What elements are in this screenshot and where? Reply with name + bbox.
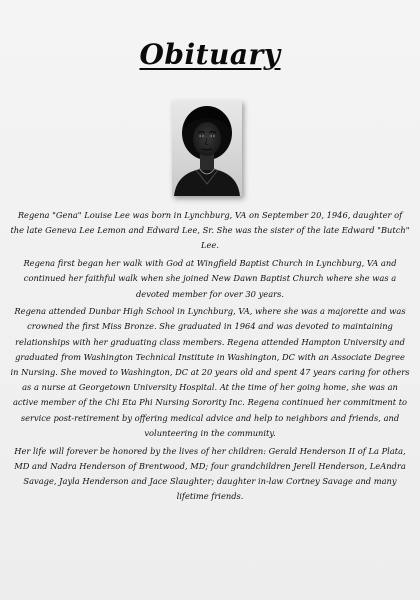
paragraph-family: Her life will forever be honored by the lives of her children: Gerald Henderson II of La Plata, MD and Nadra Henderson of Brentwood, MD; four grandchildren Jerell Henderson, LeAndra Savage, Jayla Henderson and Jace Slaughter; daughter in-law Cortney Savage and many lifetime friends. [14, 445, 406, 502]
portrait-photo [172, 100, 242, 196]
paragraph-faith: Regena first began her walk with God at Wingfield Baptist Church in Lynchburg, VA and continued her faithful walk when she joined New Dawn Baptist Church where she was a devoted member for over 30 years. [23, 258, 397, 299]
portrait-image [172, 100, 242, 196]
page-title: Obituary [139, 38, 281, 71]
paragraph-career: Regena attended Dunbar High School in Lynchburg, VA, where she was a majorette and was crowned the first Miss Bronze. She graduated in 1964 and was devoted to maintaining relationships with her graduating class members. Regena attended Hampton University and graduated from Washington Technical Institute in Washington, DC with an Associate Degree in Nursing. She moved to Washington, DC at 20 years old and spent 47 years caring for others as a nurse at Georgetown University Hospital. At the time of her going home, she was an active member of the Chi Eta Phi Nursing Sorority Inc. Regena continued her commitment to service post-retirement by offering medical advice and help to neighbors and friends, and volunteering in the community. [10, 306, 410, 438]
paragraph-birth: Regena "Gena" Louise Lee was born in Lynchburg, VA on September 20, 1946, daughter of the late Geneva Lee Lemon and Edward Lee, Sr. She was the sister of the late Edward "Butch" Lee. [10, 210, 410, 251]
obituary-body [10, 208, 410, 507]
